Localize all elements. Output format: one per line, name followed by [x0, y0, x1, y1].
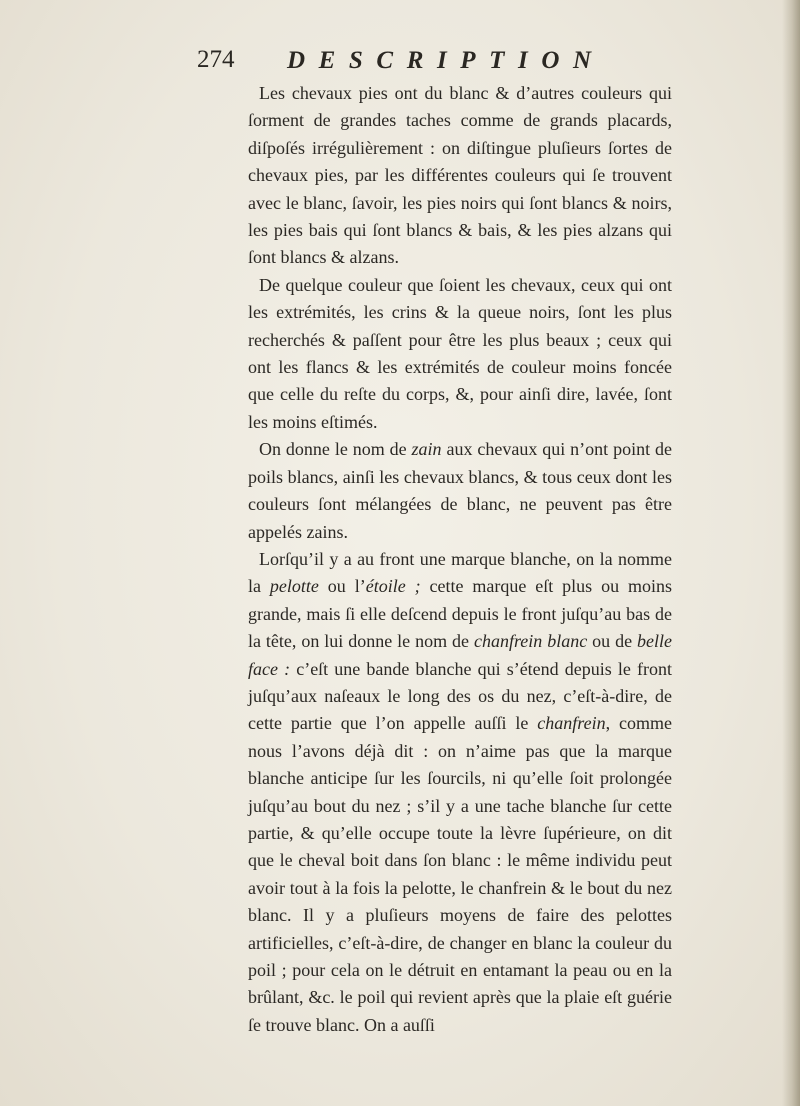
paragraph-text: Lorſqu’il y a au front une marque blanche, on la nomme la [248, 548, 672, 597]
italic-term-chanfrein-blanc: chanfrein blanc [473, 631, 588, 652]
paragraph-text: De quelque couleur que ſoient les chevaux, ceux qui ont les extrémités, les crins & la queue noirs, ſont les plus recherchés & paſſent pour être les plus beaux ; ceux qui ont les flancs & les extrémités de couleur moins foncée que celle du reſte du corps, &, pour ainſi dire, lavée, ſont les moins eſtimés. [248, 274, 672, 432]
running-title: DESCRIPTION [287, 47, 605, 74]
page-number: 274 [197, 46, 235, 73]
paragraph-text: Les chevaux pies ont du blanc & d’autres couleurs qui ſorment de grandes taches comme de grands placards, diſpoſés irrégulièrement : on diſtingue pluſieurs ſortes de chevaux pies, par les différentes couleurs qui ſe trouvent avec le blanc, ſavoir, les pies noirs qui ſont blancs & noirs, les pies bais qui ſont blancs & bais, & les pies alzans qui ſont blancs & alzans. [248, 83, 672, 268]
paragraph-pies [248, 80, 672, 272]
italic-term-chanfrein: chanfrein [537, 713, 606, 734]
italic-term-etoile: étoile ; [365, 576, 421, 597]
paragraph-text: ou l’ [318, 576, 366, 597]
paragraph-text: On donne le nom de [259, 439, 412, 460]
paragraph-text: , comme nous l’avons déjà dit : on n’aime pas que la marque blanche anticipe ſur les ſourcils, ni qu’elle ſoit prolongée juſqu’au bout du nez ; s’il y a une tache blanche ſur cette partie, & qu’elle occupe toute la lèvre ſupérieure, on dit que le cheval boit dans ſon blanc : le même individu peut avoir tout à la fois la pelotte, le chanfrein & le bout du nez blanc. Il y a pluſieurs moyens de faire des pelottes artificielles, c’eſt-à-dire, de changer en blanc la couleur du poil ; pour cela on le détruit en entamant la peau ou en la brûlant, &c. le poil qui revient après que la plaie eſt guérie ſe trouve blanc. On a auſſi [248, 713, 672, 1035]
paragraph-text: aux chevaux qui n’ont point de poils blancs, ainſi les chevaux blancs, & tous ceux dont les couleurs ſont mélangées de blanc, ne peuvent pas être appelés zains. [248, 439, 672, 542]
italic-term-pelotte: pelotte [269, 576, 319, 597]
paragraph-pelotte [248, 546, 672, 1039]
paragraph-text: cette marque eſt plus ou moins grande, mais ſi elle deſcend depuis le front juſqu’au bas de la tête, on lui donne le nom de [248, 576, 672, 652]
page-edge-shadow [782, 0, 800, 1106]
paragraph-text: ou de [587, 631, 638, 652]
paragraph-text: c’eſt une bande blanche qui s’étend depuis le front juſqu’aux naſeaux le long des os du nez, c’eſt-à-dire, de cette partie que l’on appelle auſſi le [248, 658, 672, 734]
paragraph-extremites [248, 272, 672, 436]
body-text [248, 80, 672, 1039]
italic-term-belle-face: belle face : [248, 631, 672, 679]
paragraph-zain [248, 436, 672, 546]
italic-term-zain: zain [411, 439, 442, 460]
